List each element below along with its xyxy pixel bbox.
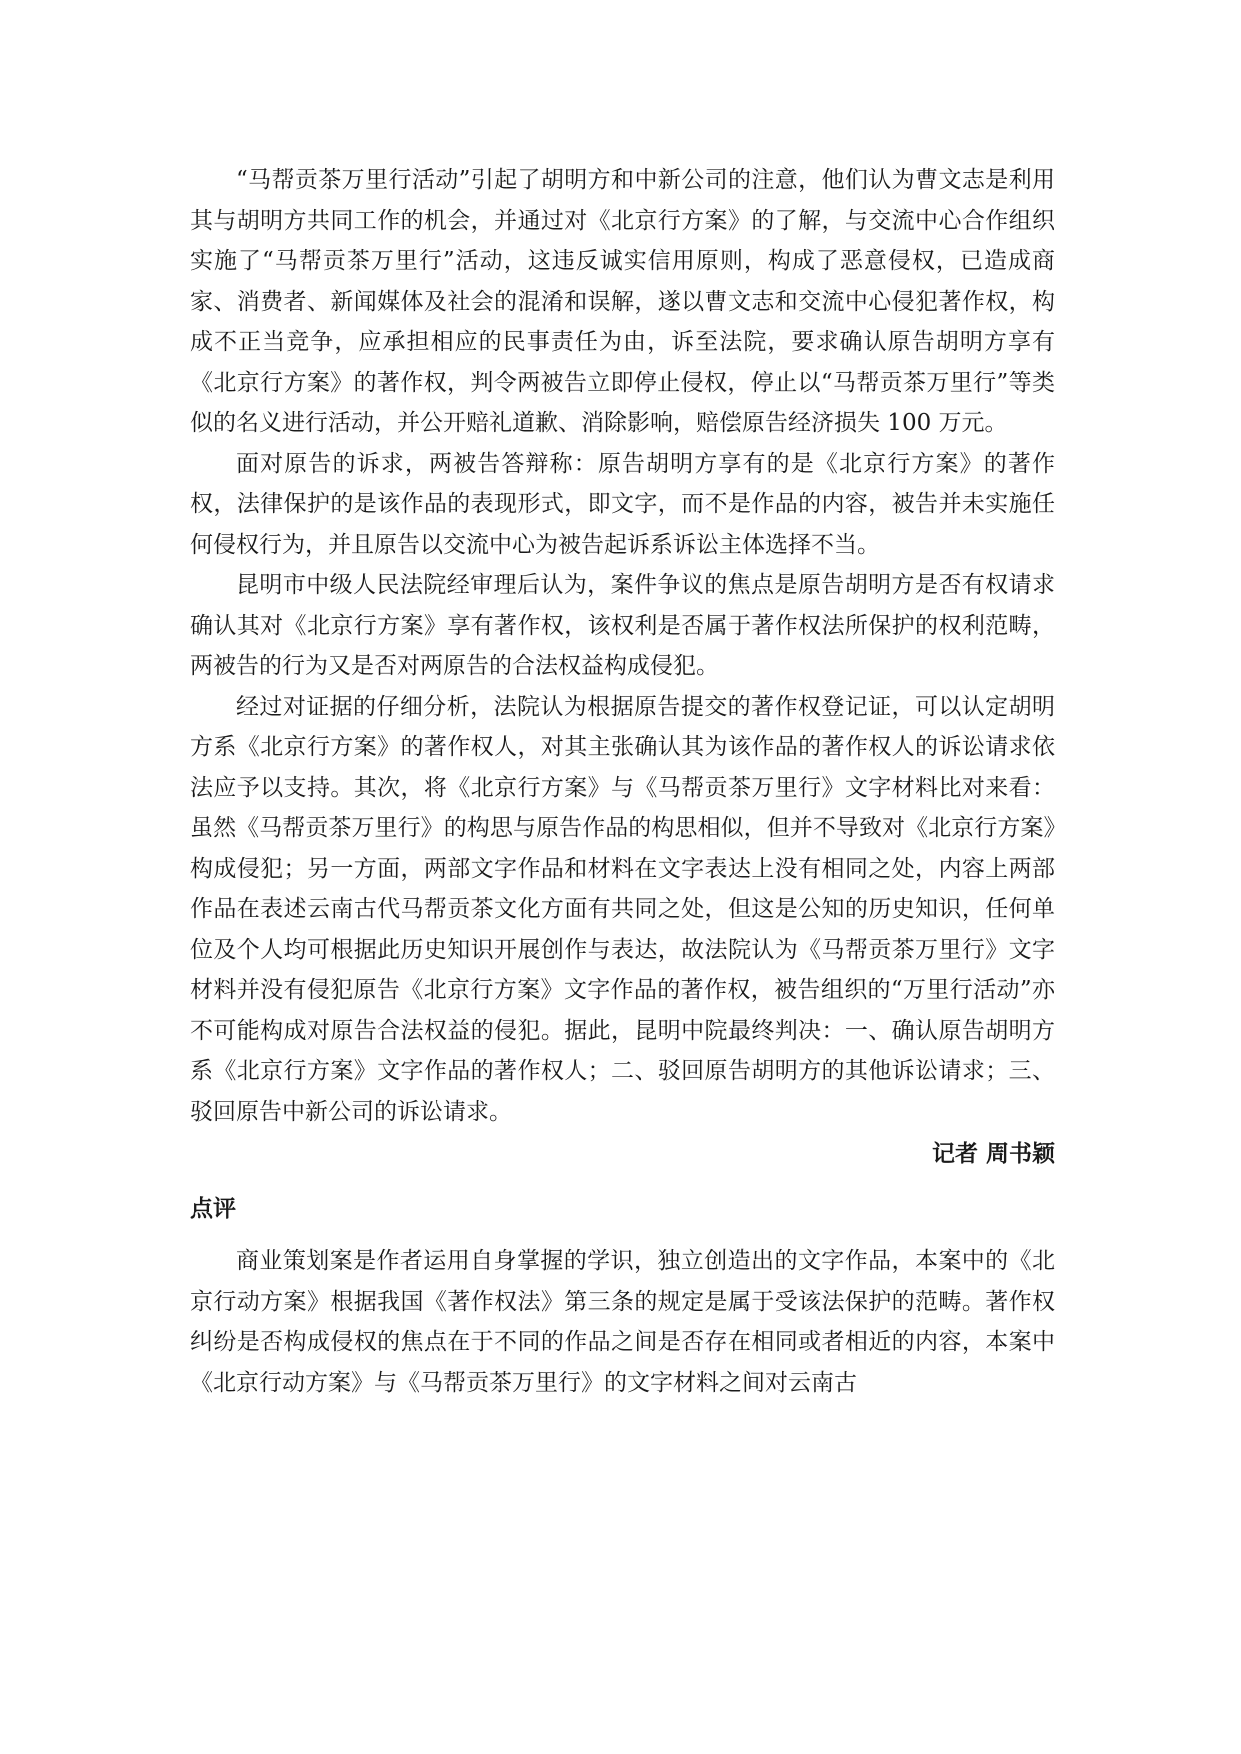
article-body (190, 160, 1055, 1403)
article-paragraph-3: 昆明市中级人民法院经审理后认为，案件争议的焦点是原告胡明方是否有权请求确认其对《北京行方案》享有著作权，该权利是否属于著作权法所保护的权利范畴，两被告的行为又是否对两原告的合法权益构成侵犯。 (190, 572, 1055, 679)
article-paragraph-1: “马帮贡茶万里行活动”引起了胡明方和中新公司的注意，他们认为曹文志是利用其与胡明方共同工作的机会，并通过对《北京行方案》的了解，与交流中心合作组织实施了“马帮贡茶万里行”活动，这违反诚实信用原则，构成了恶意侵权，已造成商家、消费者、新闻媒体及社会的混淆和误解，遂以曹文志和交流中心侵犯著作权，构成不正当竞争，应承担相应的民事责任为由，诉至法院，要求确认原告胡明方享有《北京行方案》的著作权，判令两被告立即停止侵权，停止以“马帮贡茶万里行”等类似的名义进行活动，并公开赔礼道歉、消除影响，赔偿原告经济损失 100 万元。 (190, 167, 1055, 436)
commentary-heading: 点评 (190, 1195, 236, 1222)
reporter-byline: 记者 周书颖 (931, 1141, 1055, 1167)
article-paragraph-4: 经过对证据的仔细分析，法院认为根据原告提交的著作权登记证，可以认定胡明方系《北京行方案》的著作权人，对其主张确认其为该作品的著作权人的诉讼请求依法应予以支持。其次，将《北京行方案》与《马帮贡茶万里行》文字材料比对来看：虽然《马帮贡茶万里行》的构思与原告作品的构思相似，但并不导致对《北京行方案》构成侵犯；另一方面，两部文字作品和材料在文字表达上没有相同之处，内容上两部作品在表述云南古代马帮贡茶文化方面有共同之处，但这是公知的历史知识，任何单位及个人均可根据此历史知识开展创作与表达，故法院认为《马帮贡茶万里行》文字材料并没有侵犯原告《北京行方案》文字作品的著作权，被告组织的“万里行活动”亦不可能构成对原告合法权益的侵犯。据此，昆明中院最终判决：一、确认原告胡明方系《北京行方案》文字作品的著作权人；二、驳回原告胡明方的其他诉讼请求；三、驳回原告中新公司的诉讼请求。 (190, 693, 1055, 1125)
commentary-paragraph-1: 商业策划案是作者运用自身掌握的学识，独立创造出的文字作品，本案中的《北京行动方案》根据我国《著作权法》第三条的规定是属于受该法保护的范畴。著作权纠纷是否构成侵权的焦点在于不同的作品之间是否存在相同或者相近的内容，本案中《北京行动方案》与《马帮贡茶万里行》的文字材料之间对云南古 (190, 1248, 1055, 1396)
article-paragraph-2: 面对原告的诉求，两被告答辩称：原告胡明方享有的是《北京行方案》的著作权，法律保护的是该作品的表现形式，即文字，而不是作品的内容，被告并未实施任何侵权行为，并且原告以交流中心为被告起诉系诉讼主体选择不当。 (190, 450, 1055, 558)
